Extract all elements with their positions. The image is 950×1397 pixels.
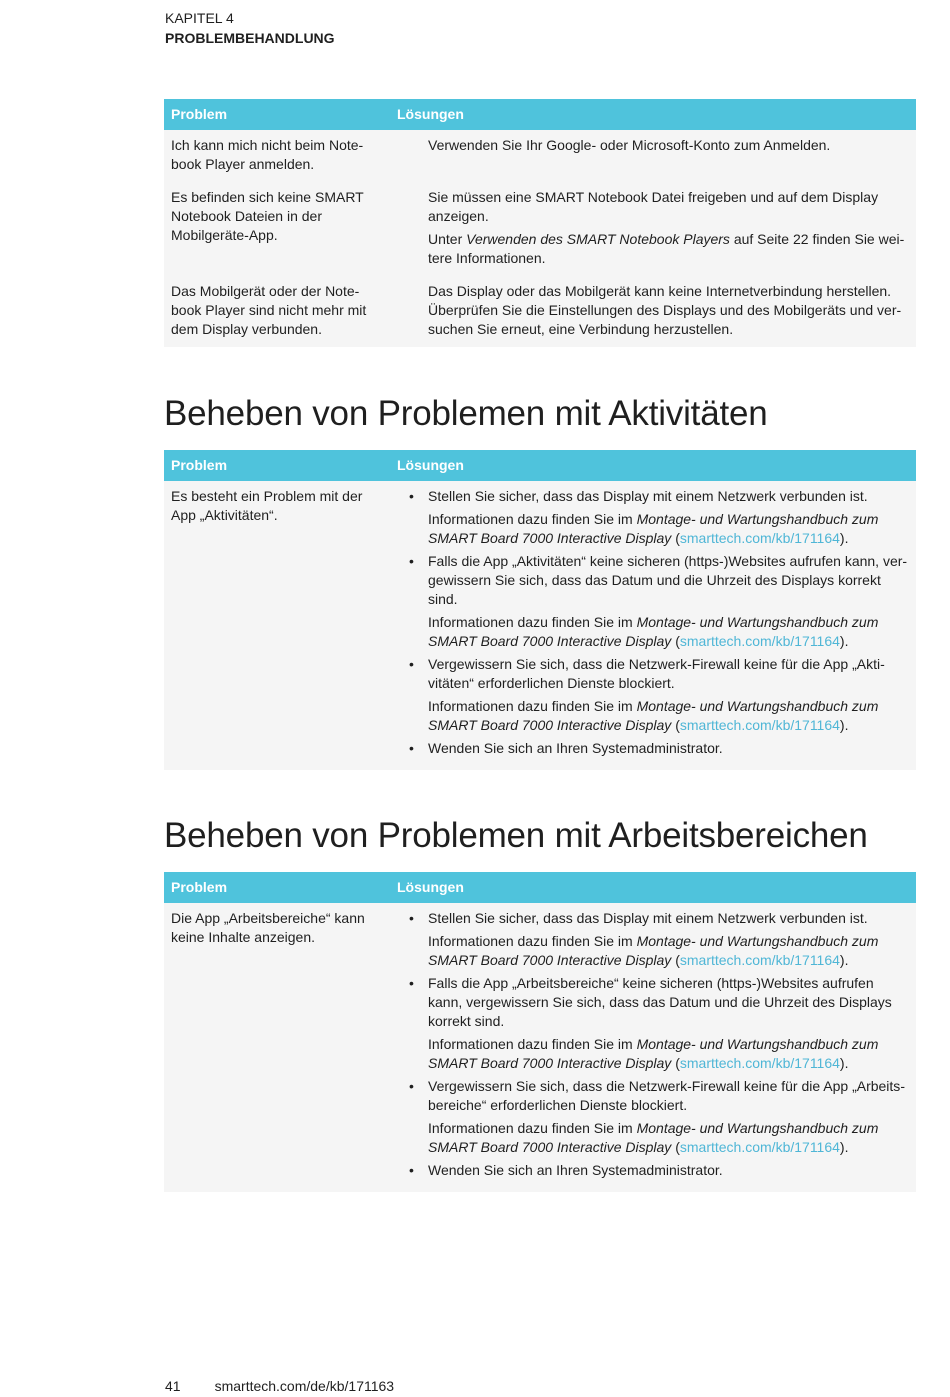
reference-prefix: Informationen dazu finden Sie im xyxy=(428,614,637,630)
manual-title: Montage- und Wartungshandbuch zum SMART Board 7000 Interactive Display xyxy=(428,698,879,733)
solution-cell xyxy=(390,481,916,770)
solution-item-text: • Falls die App „Arbeitsbereiche“ keine sicheren (https-)Websites aufrufen kann, vergewissern Sie sich, dass das Datum und die Uhrzeit des Displays korrekt sind. xyxy=(428,975,892,1029)
solution-item xyxy=(428,974,909,1073)
problem-cell: Es besteht ein Problem mit der App „Aktivitäten“. xyxy=(164,481,390,770)
manual-reference xyxy=(428,697,909,735)
column-header-problem: Problem xyxy=(164,99,390,130)
solution-text: Verwenden Sie Ihr Google- oder Microsoft-Konto zum Anmelden. xyxy=(428,137,831,153)
column-header-problem: Problem xyxy=(164,872,390,903)
solution-item-text: • Vergewissern Sie sich, dass die Netzwerk-Firewall keine für die App „Arbeitsbereiche“ erforderlichen Dienste blockiert. xyxy=(428,1078,905,1113)
solution-cell xyxy=(390,276,916,347)
solution-item xyxy=(428,909,909,970)
link-open-paren: ( xyxy=(671,530,680,546)
solution-item xyxy=(428,552,909,651)
manual-title: Montage- und Wartungshandbuch zum SMART Board 7000 Interactive Display xyxy=(428,511,879,546)
manual-reference xyxy=(428,932,909,970)
solution-item xyxy=(428,1161,909,1180)
solution-item-text: • Falls die App „Aktivitäten“ keine sicheren (https-)Websites aufrufen kann, vergewissern Sie sich, dass das Datum und die Uhrzeit des Displays korrekt sind. xyxy=(428,553,908,607)
manual-title: Montage- und Wartungshandbuch zum SMART Board 7000 Interactive Display xyxy=(428,1036,879,1071)
kb-link[interactable]: smarttech.com/kb/171164 xyxy=(679,530,840,546)
link-open-paren: ( xyxy=(671,1055,680,1071)
column-header-problem: Problem xyxy=(164,450,390,481)
reference-title: Verwenden des SMART Notebook Players xyxy=(466,231,730,247)
problem-cell: Das Mobilgerät oder der Notebook Player sind nicht mehr mit dem Display verbunden. xyxy=(164,276,390,347)
column-header-solutions: Lösungen xyxy=(390,99,916,130)
column-header-solutions: Lösungen xyxy=(390,450,916,481)
kb-link[interactable]: smarttech.com/kb/171164 xyxy=(679,1055,840,1071)
troubleshooting-table-activities xyxy=(164,450,916,770)
reference-prefix: Informationen dazu finden Sie im xyxy=(428,933,637,949)
solution-text: Sie müssen eine SMART Notebook Datei freigeben und auf dem Display anzeigen. xyxy=(428,189,879,224)
page-reference xyxy=(428,230,909,268)
solution-item xyxy=(428,487,909,548)
link-open-paren: ( xyxy=(671,717,680,733)
page-number: 41 xyxy=(165,1378,181,1394)
page-footer xyxy=(165,1376,394,1396)
reference-prefix: Unter xyxy=(428,231,467,247)
problem-cell: Die App „Arbeitsbereiche“ kann keine Inhalte anzeigen. xyxy=(164,903,390,1192)
solution-item-text: • Wenden Sie sich an Ihren Systemadministrator. xyxy=(428,1162,723,1178)
table-row xyxy=(164,276,916,347)
link-open-paren: ( xyxy=(671,1139,680,1155)
section-heading-workspaces: Beheben von Problemen mit Arbeitsbereichen xyxy=(164,816,868,855)
kb-link[interactable]: smarttech.com/kb/171164 xyxy=(679,952,840,968)
link-close-paren: ). xyxy=(839,530,849,546)
footer-url[interactable]: smarttech.com/de/kb/171163 xyxy=(214,1378,395,1394)
table-row xyxy=(164,903,916,1192)
reference-prefix: Informationen dazu finden Sie im xyxy=(428,511,637,527)
chapter-header xyxy=(165,8,335,48)
solution-cell xyxy=(390,903,916,1192)
link-close-paren: ). xyxy=(839,952,849,968)
reference-prefix: Informationen dazu finden Sie im xyxy=(428,698,637,714)
reference-suffix: auf Seite 22 finden Sie weitere Informationen. xyxy=(428,231,905,266)
manual-title: Montage- und Wartungshandbuch zum SMART Board 7000 Interactive Display xyxy=(428,1120,879,1155)
manual-reference xyxy=(428,510,909,548)
kb-link[interactable]: smarttech.com/kb/171164 xyxy=(679,633,840,649)
solution-item-text: • Stellen Sie sicher, dass das Display mit einem Netzwerk verbunden ist. xyxy=(428,910,868,926)
solution-cell xyxy=(390,130,916,182)
link-close-paren: ). xyxy=(839,633,849,649)
solution-text: Das Display oder das Mobilgerät kann keine Internetverbindung herstellen. Überprüfen Sie die Einstellungen des Displays und des Mobilgeräts und versuchen Sie erneut, eine Verbindung herzustellen. xyxy=(428,283,902,337)
solution-item xyxy=(428,739,909,758)
solution-item-text: • Stellen Sie sicher, dass das Display mit einem Netzwerk verbunden ist. xyxy=(428,488,868,504)
table-row xyxy=(164,130,916,182)
kb-link[interactable]: smarttech.com/kb/171164 xyxy=(679,717,840,733)
chapter-label: KAPITEL 4 xyxy=(165,10,234,26)
solution-cell xyxy=(390,182,916,276)
manual-title: Montage- und Wartungshandbuch zum SMART Board 7000 Interactive Display xyxy=(428,933,879,968)
column-header-solutions: Lösungen xyxy=(390,872,916,903)
solution-list xyxy=(428,487,909,758)
solution-item xyxy=(428,1077,909,1157)
solution-item-text: • Vergewissern Sie sich, dass die Netzwerk-Firewall keine für die App „Aktivitäten“ erforderlichen Dienste blockiert. xyxy=(428,656,885,691)
problem-cell: Es befinden sich keine SMART Notebook Dateien in der Mobilgeräte-App. xyxy=(164,182,390,276)
troubleshooting-table-workspaces xyxy=(164,872,916,1192)
manual-reference xyxy=(428,613,909,651)
link-close-paren: ). xyxy=(839,717,849,733)
link-open-paren: ( xyxy=(671,633,680,649)
reference-prefix: Informationen dazu finden Sie im xyxy=(428,1120,637,1136)
solution-list xyxy=(428,909,909,1180)
solution-item-text: • Wenden Sie sich an Ihren Systemadministrator. xyxy=(428,740,723,756)
problem-cell: Ich kann mich nicht beim Notebook Player anmelden. xyxy=(164,130,390,182)
reference-prefix: Informationen dazu finden Sie im xyxy=(428,1036,637,1052)
troubleshooting-table-notebook xyxy=(164,99,916,347)
kb-link[interactable]: smarttech.com/kb/171164 xyxy=(679,1139,840,1155)
manual-reference xyxy=(428,1119,909,1157)
table-row xyxy=(164,481,916,770)
link-close-paren: ). xyxy=(839,1055,849,1071)
solution-item xyxy=(428,655,909,735)
manual-title: Montage- und Wartungshandbuch zum SMART Board 7000 Interactive Display xyxy=(428,614,879,649)
chapter-title: PROBLEMBEHANDLUNG xyxy=(165,30,335,46)
link-close-paren: ). xyxy=(839,1139,849,1155)
manual-reference xyxy=(428,1035,909,1073)
section-heading-activities: Beheben von Problemen mit Aktivitäten xyxy=(164,394,768,433)
table-row xyxy=(164,182,916,276)
link-open-paren: ( xyxy=(671,952,680,968)
